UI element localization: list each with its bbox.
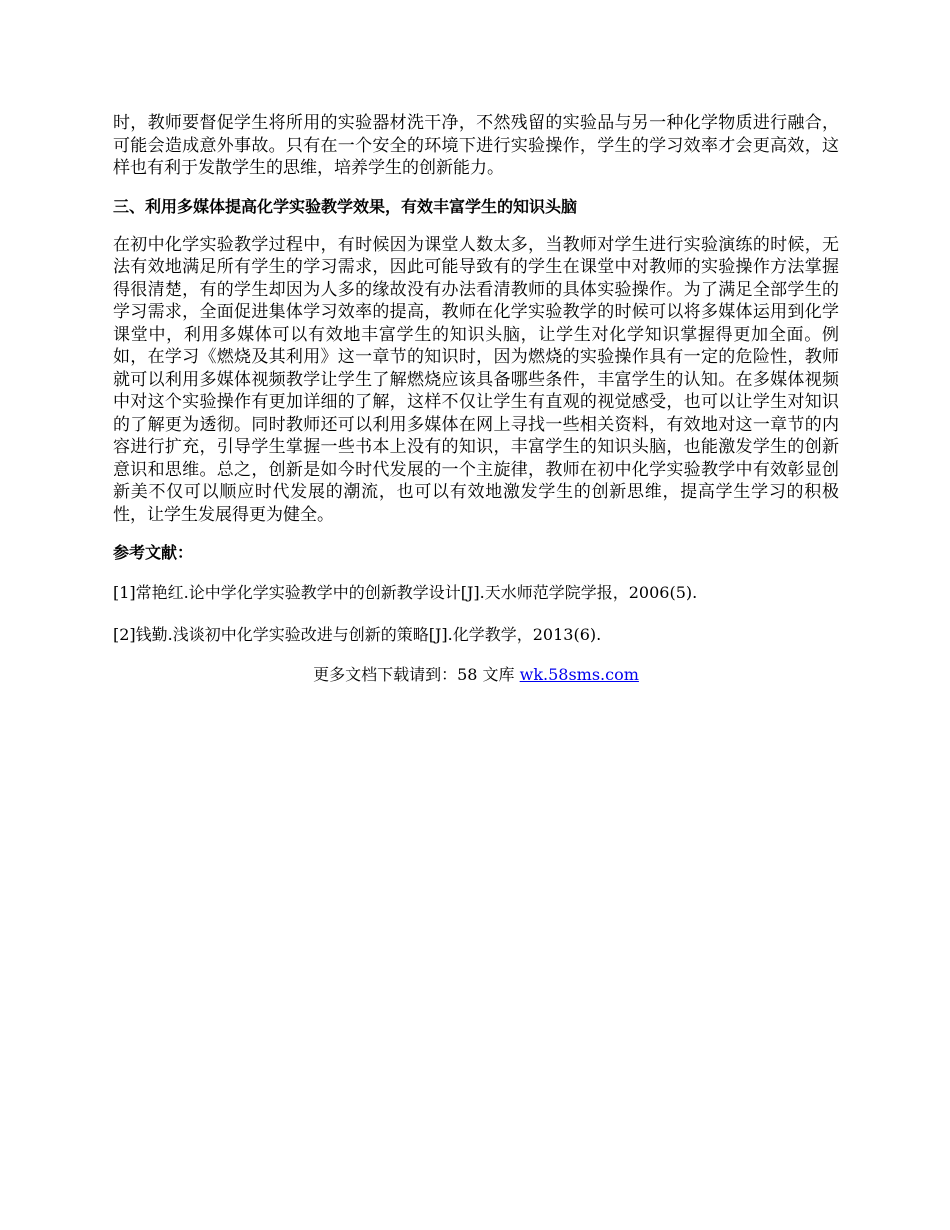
section-heading: 三、利用多媒体提高化学实验教学效果，有效丰富学生的知识头脑 (113, 196, 578, 216)
body-paragraph: 在初中化学实验教学过程中，有时候因为课堂人数太多，当教师对学生进行实验演练的时候，无法有效地满足所有学生的学习需求，因此可能导致有的学生在课堂中对教师的实验操作方法掌握得很清楚，有的学生却因为人多的缘故没有办法看清教师的具体实验操作。为了满足全部学生的学习需求，全面促进集体学习效率的提高，教师在化学实验教学的时候可以将多媒体运用到化学课堂中，利用多媒体可以有效地丰富学生的知识头脑，让学生对化学知识掌握得更加全面。例如，在学习《燃烧及其利用》这一章节的知识时，因为燃烧的实验操作具有一定的危险性，教师就可以利用多媒体视频教学让学生了解燃烧应该具备哪些条件，丰富学生的认知。在多媒体视频中对这个实验操作有更加详细的了解，这样不仅让学生有直观的视觉感受，也可以让学生对知识的了解更为透彻。同时教师还可以利用多媒体在网上寻找一些相关资料，有效地对这一章节的内容进行扩充，引导学生掌握一些书本上没有的知识，丰富学生的知识头脑，也能激发学生的创新意识和思维。总之，创新是如今时代发展的一个主旋律，教师在初中化学实验教学中有效彰显创新美不仅可以顺应时代发展的潮流，也可以有效地激发学生的创新思维，提高学生学习的积极性，让学生发展得更为健全。 (113, 234, 839, 525)
download-footer (113, 664, 839, 686)
reference-item: [2]钱勤.浅谈初中化学实验改进与创新的策略[J].化学教学，2013(6). (113, 625, 602, 644)
body-paragraph: 时，教师要督促学生将所用的实验器材洗干净，不然残留的实验品与另一种化学物质进行融合，可能会造成意外事故。只有在一个安全的环境下进行实验操作，学生的学习效率才会更高效，这样也有利于发散学生的思维，培养学生的创新能力。 (113, 113, 839, 178)
footer-text: 更多文档下载请到：58 文库 (313, 665, 520, 684)
document-page (113, 112, 839, 686)
reference-item: [1]常艳红.论中学化学实验教学中的创新教学设计[J].天水师范学院学报，2006(5). (113, 583, 698, 602)
references-heading: 参考文献： (113, 543, 194, 562)
site-link[interactable]: wk.58sms.com (519, 665, 639, 684)
